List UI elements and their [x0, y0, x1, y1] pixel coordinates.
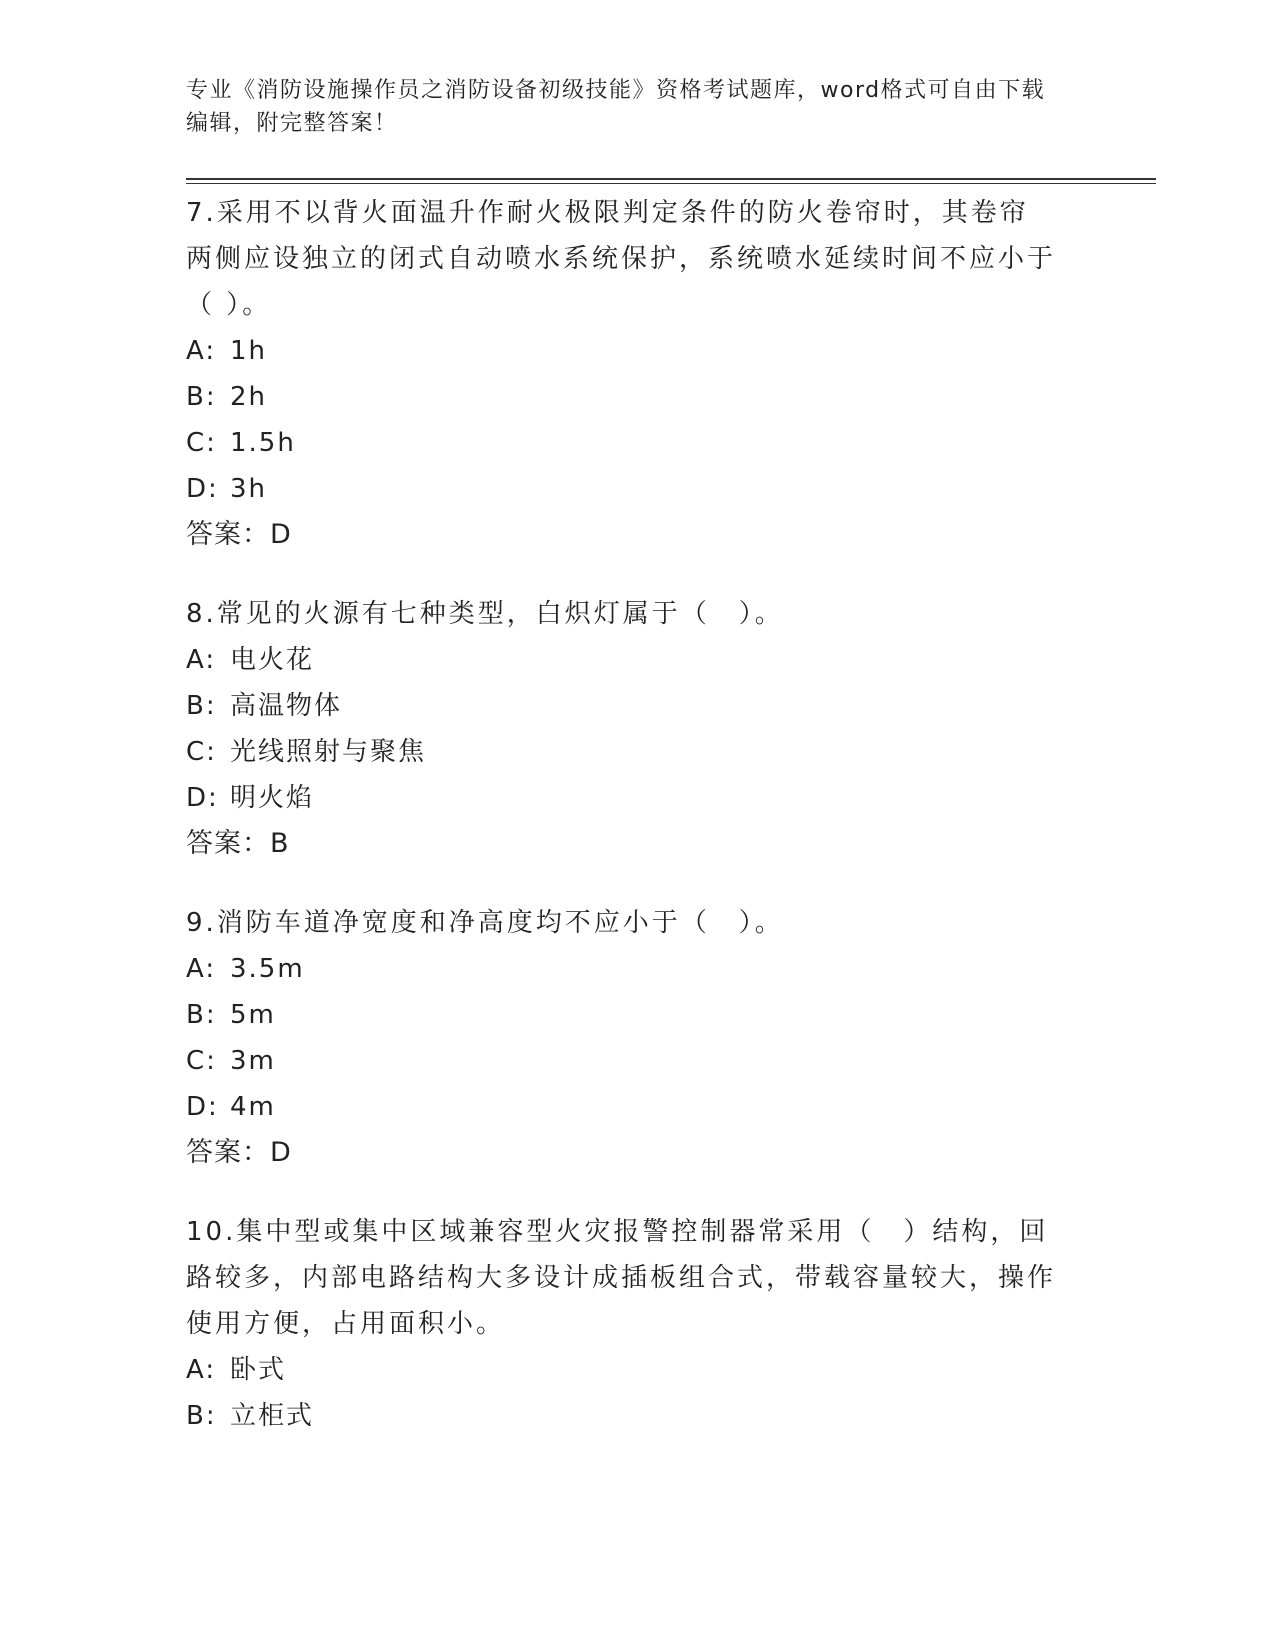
- option-b: [186, 992, 1056, 1038]
- option-key: B:: [186, 382, 217, 412]
- option-text: 1h: [230, 336, 268, 366]
- question-7: [186, 190, 1056, 558]
- option-text: 卧式: [230, 1355, 287, 1385]
- option-text: 3m: [230, 1046, 276, 1076]
- answer-line: 答案：D: [186, 1137, 292, 1168]
- option-key: C:: [186, 428, 217, 458]
- option-text: 光线照射与聚焦: [230, 737, 427, 767]
- option-key: C:: [186, 1046, 217, 1076]
- option-key: A:: [186, 645, 217, 675]
- option-c: [186, 420, 1056, 466]
- option-text: 明火焰: [230, 783, 315, 813]
- option-key: A:: [186, 954, 217, 984]
- answer-line: 答案：B: [186, 828, 290, 859]
- option-text: 电火花: [230, 645, 315, 675]
- option-text: 3h: [230, 474, 268, 504]
- option-key: D:: [186, 783, 219, 813]
- option-key: B:: [186, 1401, 217, 1431]
- option-d: [186, 1084, 1056, 1130]
- option-key: D:: [186, 1092, 219, 1122]
- option-text: 3.5m: [230, 954, 305, 984]
- option-key: B:: [186, 691, 217, 721]
- option-key: C:: [186, 737, 217, 767]
- option-key: D:: [186, 474, 219, 504]
- question-stem: 7.采用不以背火面温升作耐火极限判定条件的防火卷帘时，其卷帘两侧应设独立的闭式自动喷水系统保护，系统喷水延续时间不应小于（ ）。: [186, 198, 1057, 320]
- option-b: [186, 374, 1056, 420]
- option-key: B:: [186, 1000, 217, 1030]
- option-c: [186, 1038, 1056, 1084]
- option-text: 立柜式: [230, 1401, 315, 1431]
- option-a: [186, 637, 1056, 683]
- option-a: [186, 1347, 1056, 1393]
- question-9: [186, 900, 1056, 1176]
- header-divider-thin: [186, 183, 1156, 184]
- option-d: [186, 775, 1056, 821]
- option-a: [186, 328, 1056, 374]
- question-stem: 9.消防车道净宽度和净高度均不应小于（ ）。: [186, 908, 784, 938]
- option-key: A:: [186, 1355, 217, 1385]
- option-key: A:: [186, 336, 217, 366]
- option-text: 2h: [230, 382, 268, 412]
- question-8: [186, 591, 1056, 867]
- question-stem: 8.常见的火源有七种类型，白炽灯属于（ ）。: [186, 599, 784, 629]
- option-text: 高温物体: [230, 691, 343, 721]
- document-header: 专业《消防设施操作员之消防设备初级技能》资格考试题库，word格式可自由下载编辑，附完整答案！: [186, 78, 1046, 136]
- option-b: [186, 1393, 1056, 1439]
- option-text: 4m: [230, 1092, 276, 1122]
- option-text: 1.5h: [230, 428, 296, 458]
- header-divider-thick: [186, 178, 1156, 180]
- option-c: [186, 729, 1056, 775]
- option-d: [186, 466, 1056, 512]
- question-list: [186, 190, 1056, 1472]
- question-10: [186, 1209, 1056, 1439]
- option-b: [186, 683, 1056, 729]
- question-stem: 10.集中型或集中区域兼容型火灾报警控制器常采用（ ）结构，回路较多，内部电路结构大多设计成插板组合式，带载容量较大，操作使用方便，占用面积小。: [186, 1217, 1057, 1339]
- option-text: 5m: [230, 1000, 276, 1030]
- option-a: [186, 946, 1056, 992]
- answer-line: 答案：D: [186, 519, 292, 550]
